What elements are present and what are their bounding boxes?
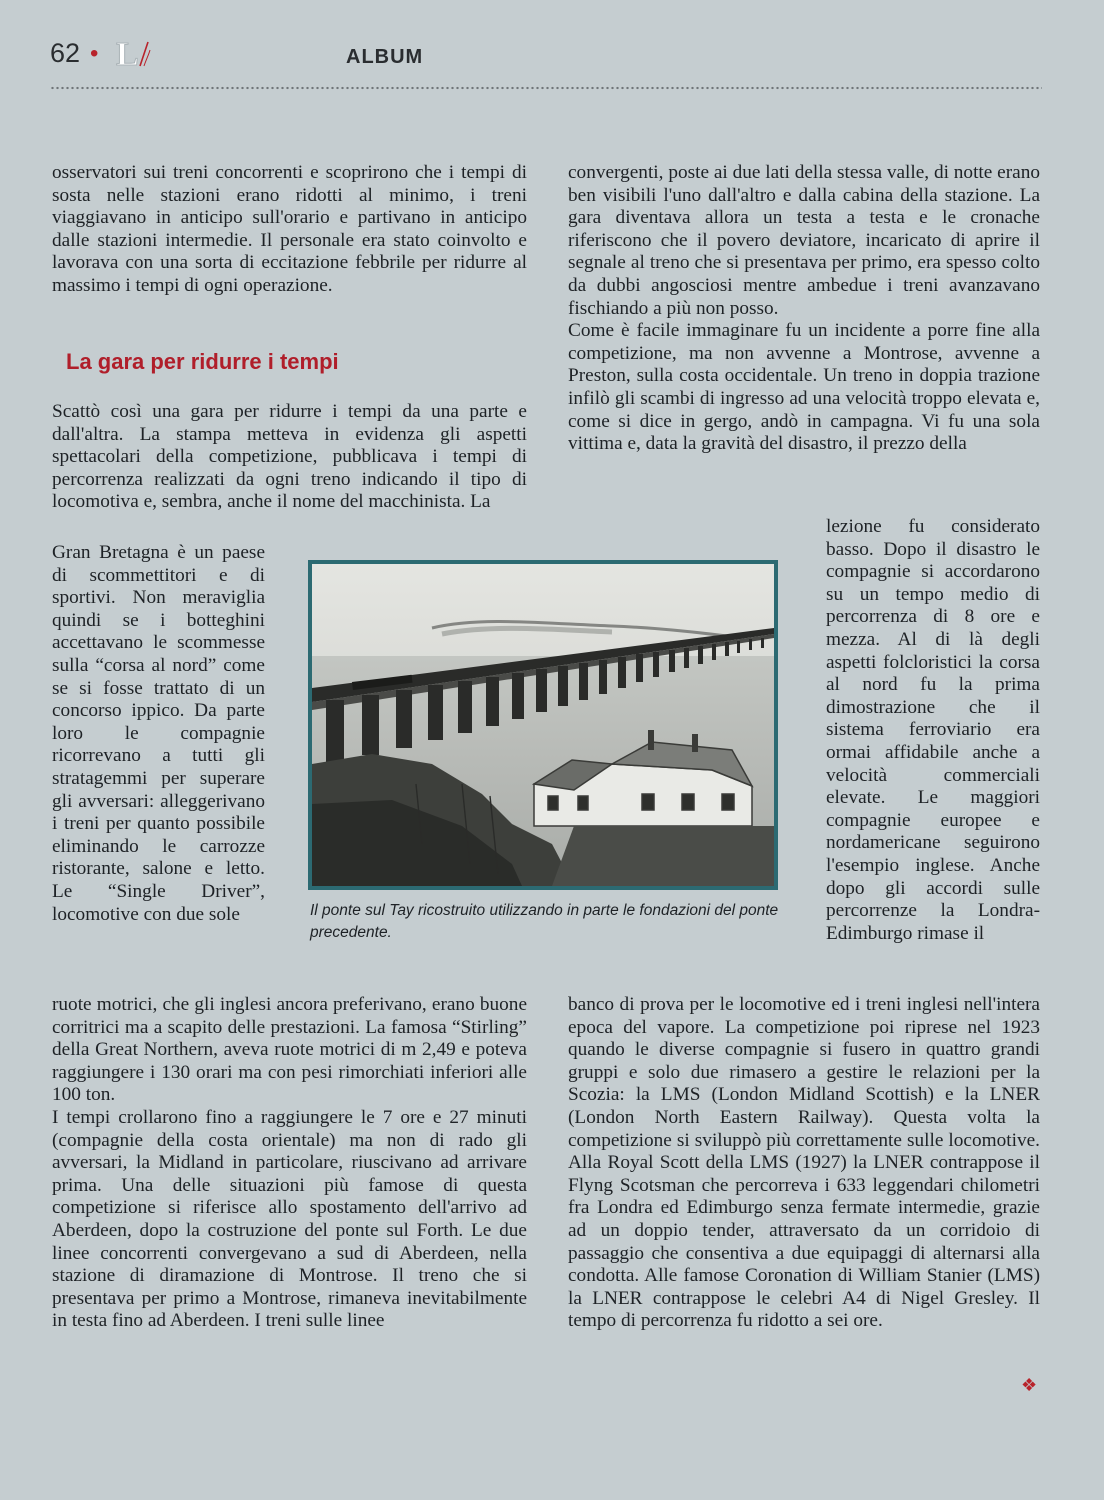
- page-number: 62: [50, 38, 81, 68]
- logo-letter: L: [116, 36, 139, 70]
- page-header: [50, 38, 1040, 78]
- col2-top-paragraph: convergenti, poste ai due lati della stessa valle, di notte erano ben visibili l'uno dall'altro e dalla cabina della stazione. La gara diventava allora un testa a testa e le cronache riferiscono che il povero deviatore, incaricato di aprire il segnale al treno che si presentava per primo, era spesso colto da dubbi angosciosi mentre ambedue i treni avanzavano fischiando a più non posso. Come è facile immaginare fu un incidente a porre fine alla competizione, ma non avvenne a Montrose, avvenne a Preston, sulla costa occidentale. Un treno in doppia trazione infilò gli scambi di ingresso ad una velocità troppo elevata e, come si dice in gergo, andò in campagna. Vi fu una sola vittima e, data la gravità del disastro, il prezzo della: [568, 162, 1040, 455]
- col1-end-paragraph: ruote motrici, che gli inglesi ancora preferivano, erano buone corritrici ma a scapito delle prestazioni. La famosa “Stirling” della Great Northern, aveva ruote motrici di m 2,49 e poteva raggiungere i 130 orari ma con pesi rimorchiati inferiori alle 100 ton. I tempi crollarono fino a raggiungere le 7 ore e 27 minuti (compagnie della costa orientale) ma non di rado gli avversari, la Midland in particolare, riuscivano ad arrivare prima. Una delle situazioni più famose di questa competizione si riferisce allo spostamento dell'arrivo ad Aberdeen, dopo la costruzione del ponte sul Forth. Le due linee concorrenti convergevano a sud di Aberdeen, nella stazione di diramazione di Montrose. Il treno che si presentava per primo a Montrose, rimaneva inevitabilmente in testa fino ad Aberdeen. I treni sulle linee: [52, 994, 527, 1332]
- col1-narrow-paragraph: Gran Bretagna è un paese di scommettitori e di sportivi. Non meraviglia quindi se i botteghini accettavano le scommesse sulla “corsa al nord” come se si fosse trattato di un concorso ippico. Da parte loro le compagnie ricorrevano a tutti gli stratagemmi per superare gli avversari: alleggerivano i treni per quanto possibile eliminando le carrozze ristorante, salone e letto. Le “Single Driver”, locomotive con due sole: [52, 542, 265, 925]
- col2-narrow-paragraph: lezione fu considerato basso. Dopo il disastro le compagnie si accordarono su un tempo medio di percorrenza di 8 ore e mezza. Al di là degli aspetti folcloristici la corsa al nord fu la prima dimostrazione che il sistema ferroviario era ormai affidabile anche a velocità commerciali elevate. Le maggiori compagnie europee e nordamericane seguirono l'esempio inglese. Anche dopo gli accordi sulle percorrenze la Londra-Edimburgo rimase il: [826, 516, 1040, 944]
- header-bullet: •: [90, 40, 99, 67]
- section-subheading: La gara per ridurre i tempi: [66, 349, 339, 374]
- section-title: ALBUM: [346, 46, 424, 68]
- col1-body-paragraph: Scattò così una gara per ridurre i tempi da una parte e dall'altra. La stampa metteva in evidenza gli aspetti spettacolari della competizione, pubblicava i tempi di percorrenza realizzati da ogni treno indicando il tipo di locomotiva e, sembra, anche il nome del macchinista. La: [52, 401, 527, 513]
- tay-bridge-photo: [308, 560, 778, 890]
- photo-caption: Il ponte sul Tay ricostruito utilizzando in parte le fondazioni del ponte precedente.: [310, 902, 779, 941]
- col1-intro-paragraph: osservatori sui treni concorrenti e scoprirono che i tempi di sosta nelle stazioni erano ridotti al minimo, i treni viaggiavano in anticipo sull'orario e partivano in anticipo dalle stazioni intermedie. Il personale era stato coinvolto e lavorava con una sorta di eccitazione febbrile per ridurre al massimo i tempi di ogni operazione.: [52, 162, 527, 296]
- header-dotted-rule: [50, 86, 1042, 90]
- article-end-icon: ❖: [1021, 1375, 1038, 1395]
- magazine-logo-icon: [114, 36, 154, 70]
- bridge-illustration: [312, 564, 774, 886]
- col2-end-paragraph: banco di prova per le locomotive ed i treni inglesi nell'intera epoca del vapore. La competizione poi riprese nel 1923 quando le diverse compagnie si fusero in quattro grandi gruppi e solo due rimasero a gestire le relazioni per la Scozia: la LMS (London Midland Scottish) e la LNER (London North Eastern Railway). Questa volta la competizione si sviluppò più correttamente sulle locomotive. Alla Royal Scott della LMS (1927) la LNER contrappose il Flyng Scotsman che percorreva i 633 leggendari chilometri fra Londra ed Edimburgo senza fermate intermedie, grazie ad un doppio tender, attraversato da un corridoio di passaggio che consentiva a due equipaggi di alternarsi alla condotta. Alle famose Coronation di William Stanier (LMS) la LNER contrappose le celebri A4 di Nigel Gresley. Il tempo di percorrenza fu ridotto a sei ore.: [568, 994, 1040, 1332]
